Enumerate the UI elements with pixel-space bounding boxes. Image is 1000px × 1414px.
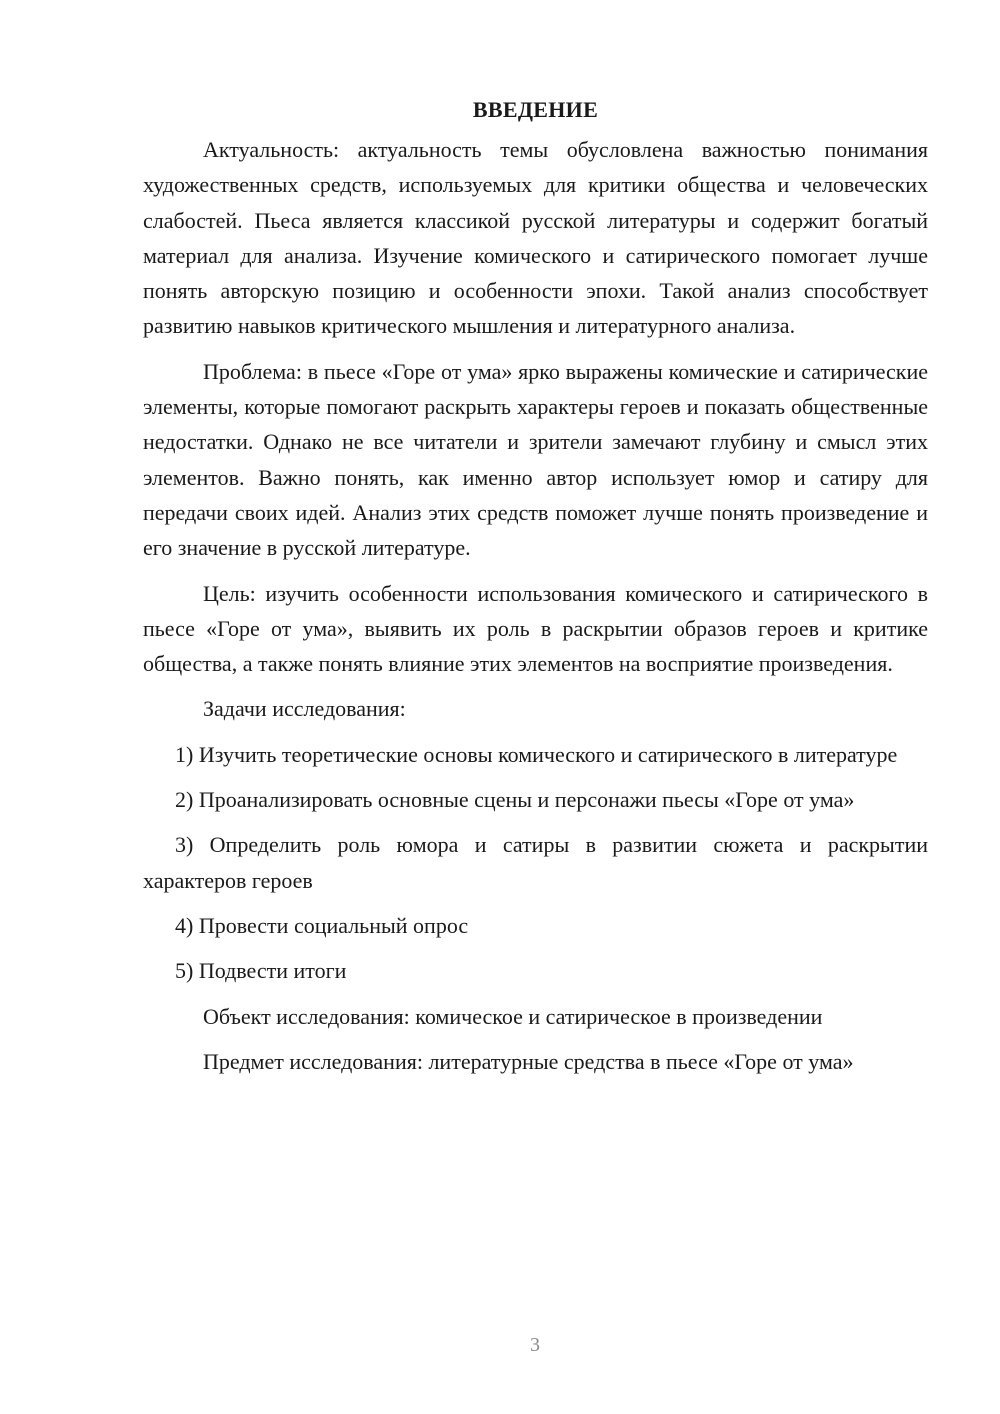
relevance-paragraph: Актуальность: актуальность темы обусловлена важностью понимания художественных средств, используемых для критики общества и человеческих слабостей. Пьеса является классикой русской литературы и содержит богатый материал для анализа. Изучение комического и сатирического помогает лучше понять авторскую позицию и особенности эпохи. Такой анализ способствует развитию навыков критического мышления и литературного анализа. [143, 137, 928, 339]
tasks-title: Задачи исследования: [203, 696, 406, 722]
task-item-5: 5) Подвести итоги [175, 958, 347, 984]
problem-paragraph: Проблема: в пьесе «Горе от ума» ярко выражены комические и сатирические элементы, которые помогают раскрыть характеры героев и показать общественные недостатки. Однако не все читатели и зрители замечают глубину и смысл этих элементов. Важно понять, как именно автор использует юмор и сатиру для передачи своих идей. Анализ этих средств поможет лучше понять произведение и его значение в русской литературе. [143, 358, 928, 561]
goal-paragraph: Цель: изучить особенности использования комического и сатирического в пьесе «Горе от ума», выявить их роль в раскрытии образов героев и критике общества, а также понять влияние этих элементов на восприятие произведения. [143, 580, 928, 677]
subject-paragraph: Предмет исследования: литературные средства в пьесе «Горе от ума» [203, 1048, 854, 1074]
document-page [143, 92, 928, 1089]
object-paragraph: Объект исследования: комическое и сатирическое в произведении [203, 1003, 823, 1029]
section-heading: ВВЕДЕНИЕ [472, 97, 599, 122]
page-number: 3 [530, 1334, 540, 1356]
task-item-1: 1) Изучить теоретические основы комического и сатирического в литературе [175, 741, 898, 767]
task-item-3: 3) Определить роль юмора и сатиры в развитии сюжета и раскрытии характеров героев [143, 832, 928, 893]
task-item-2: 2) Проанализировать основные сцены и персонажи пьесы «Горе от ума» [175, 787, 855, 813]
task-item-4: 4) Провести социальный опрос [175, 912, 469, 938]
